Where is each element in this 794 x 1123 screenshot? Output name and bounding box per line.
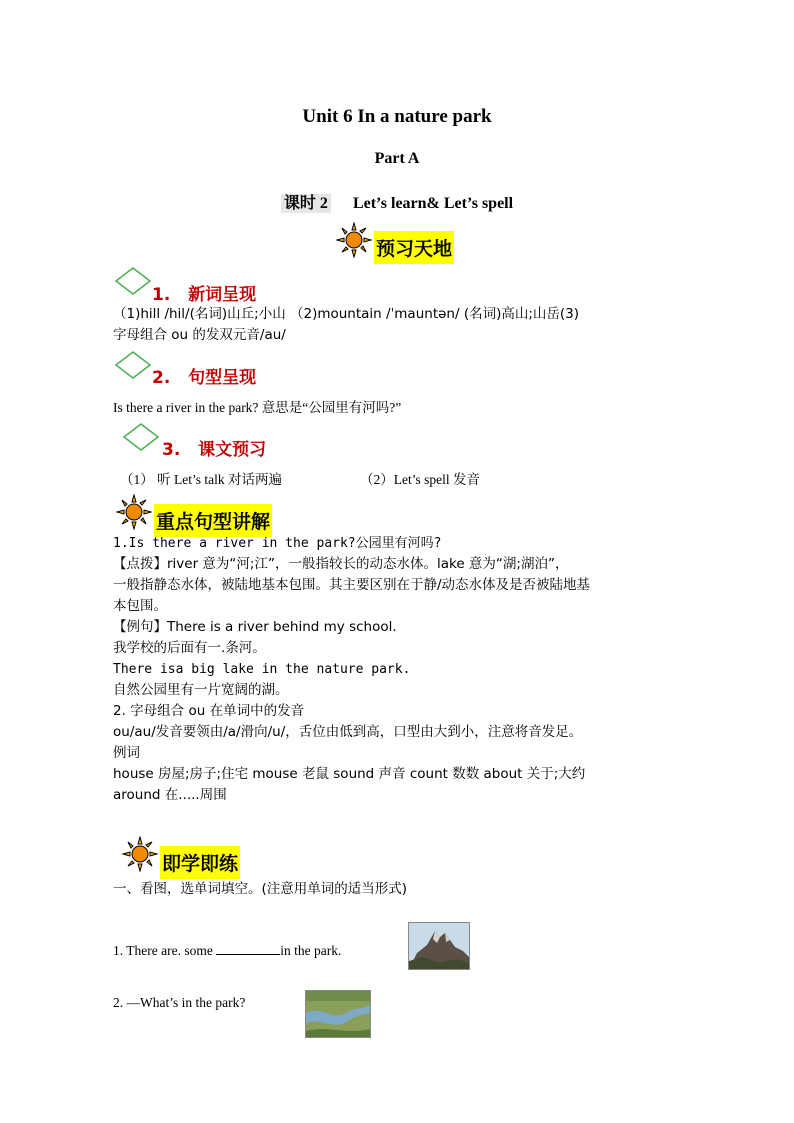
practice-instruction: 一、看图，选单词填空。(注意用单词的适当形式): [113, 881, 408, 897]
sun-icon: [336, 222, 372, 258]
question-2: 2. —What’s in the park?: [113, 995, 246, 1010]
question-1-text-after: in the park.: [280, 943, 342, 958]
part-label: Part A: [374, 150, 420, 167]
section-2-line-1: Is there a river in the park? 意思是“公园里有河吗?”: [113, 400, 402, 415]
page-title: Unit 6 In a nature park: [302, 106, 492, 127]
section-1-line-2: 字母组合 ou 的发双元音/au/: [113, 327, 286, 343]
key-line: 【例句】There is a river behind my school.: [113, 619, 397, 635]
key-line: 自然公园里有一片宽阔的湖。: [113, 682, 289, 698]
key-line: house 房屋;房子;住宅 mouse 老鼠 sound 声音 count 数数 about 关于;大约: [113, 766, 586, 782]
question-1: [113, 942, 341, 959]
lesson-name: Let’s learn& Let’s spell: [352, 195, 514, 212]
river-image: [305, 990, 371, 1038]
section-3-title: 课文预习: [198, 440, 267, 460]
practice-banner: 即学即练: [160, 846, 240, 879]
key-explanation: [113, 533, 590, 806]
section-3-item-1: （1） 听 Let’s talk 对话两遍: [120, 472, 282, 487]
lesson-line: [0, 190, 794, 213]
section-2-heading: [152, 363, 256, 388]
section-3-item-2: （2）Let’s spell 发音: [360, 472, 480, 487]
diamond-icon: [122, 422, 160, 452]
mountain-image: [408, 922, 470, 970]
key-line: 例词: [113, 745, 140, 761]
key-line: around 在.....周围: [113, 787, 227, 803]
key-line: There isa big lake in the nature park.: [113, 662, 411, 677]
key-banner: 重点句型讲解: [154, 504, 272, 537]
sun-icon: [122, 836, 158, 872]
key-line: 2. 字母组合 ou 在单词中的发音: [113, 703, 305, 719]
section-1-line-1: （1)hill /hil/(名词)山丘;小山 （2)mountain /ˈmauntən/ (名词)高山;山岳(3): [113, 306, 580, 322]
key-line: 【点拨】river 意为“河;江”，一般指较长的动态水体。lake 意为“湖;湖泊”，: [113, 556, 569, 572]
key-line: 1.Is there a river in the park?公园里有河吗?: [113, 536, 442, 551]
section-1-title: 新词呈现: [188, 285, 257, 305]
sun-icon: [116, 494, 152, 530]
answer-blank-1[interactable]: [216, 942, 280, 955]
question-1-text-before: 1. There are. some: [113, 943, 217, 958]
key-line: 一般指静态水体，被陆地基本包围。其主要区别在于静/动态水体及是否被陆地基: [113, 577, 591, 593]
key-line: ou/au/发音要领由/a/滑向/u/，舌位由低到高，口型由大到小，注意将音发足。: [113, 724, 583, 740]
section-1-heading: [152, 280, 256, 305]
diamond-icon: [114, 266, 152, 296]
section-3-number: 3.: [162, 440, 181, 460]
key-line: 本包围。: [113, 598, 167, 614]
key-line: 我学校的后面有一.条河。: [113, 640, 266, 656]
section-3-heading: [162, 435, 266, 460]
lesson-number-box: 课时 2: [281, 194, 331, 213]
diamond-icon: [114, 350, 152, 380]
section-2-title: 句型呈现: [188, 368, 257, 388]
section-2-number: 2.: [152, 368, 171, 388]
section-1-number: 1.: [152, 285, 171, 305]
preview-banner: 预习天地: [374, 231, 454, 264]
